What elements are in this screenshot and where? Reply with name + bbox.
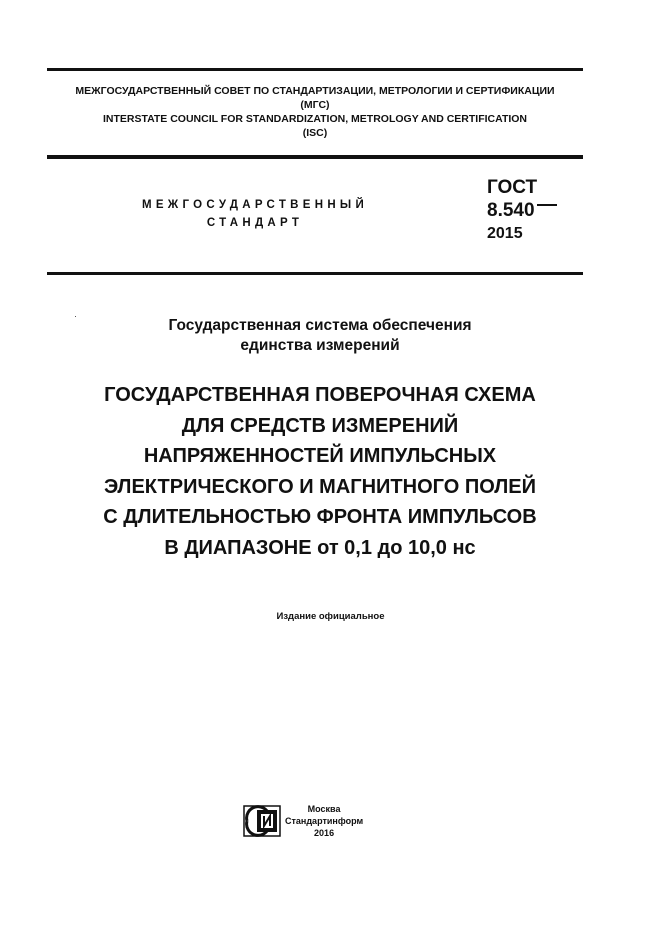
system-title-line1: Государственная система обеспечения (168, 317, 472, 334)
publisher-name: Стандартинформ (285, 816, 364, 826)
system-title (60, 316, 580, 356)
gost-label: ГОСТ (487, 177, 538, 198)
title-line-2: ДЛЯ СРЕДСТВ ИЗМЕРЕНИЙ (181, 414, 459, 437)
edition-note: Издание официальное (276, 611, 385, 622)
council-name-en: INTERSTATE COUNCIL FOR STANDARDIZATION, METROLOGY AND CERTIFICATION (102, 113, 528, 125)
title-line-1: ГОСУДАРСТВЕННАЯ ПОВЕРОЧНАЯ СХЕМА (104, 384, 536, 406)
section-rule (47, 272, 583, 275)
council-name-ru: МЕЖГОСУДАРСТВЕННЫЙ СОВЕТ ПО СТАНДАРТИЗАЦИИ, МЕТРОЛОГИИ И СЕРТИФИКАЦИИ (75, 85, 555, 97)
standartinform-logo-icon (243, 805, 281, 837)
title-line-4: ЭЛЕКТРИЧЕСКОГО И МАГНИТНОГО ПОЛЕЙ (103, 475, 537, 498)
publisher-year: 2016 (314, 828, 335, 838)
gost-number: 8.540 (487, 200, 535, 221)
title-line-3: НАПРЯЖЕННОСТЕЙ ИМПУЛЬСНЫХ (143, 445, 497, 467)
top-rule (47, 68, 583, 71)
standard-type-line2: СТАНДАРТ (206, 217, 304, 229)
council-header (47, 84, 583, 140)
council-abbr-en: (ISC) (302, 127, 328, 139)
council-abbr-ru: (МГС) (300, 99, 330, 111)
standard-type (110, 196, 400, 232)
publisher-block (243, 803, 363, 839)
title-line-6: В ДИАПАЗОНЕ от 0,1 до 10,0 нс (164, 536, 476, 559)
gost-year: 2015 (487, 225, 523, 242)
title-line-5: С ДЛИТЕЛЬНОСТЬЮ ФРОНТА ИМПУЛЬСОВ (103, 506, 537, 528)
gost-dash (537, 204, 557, 206)
publisher-text (285, 803, 363, 839)
system-title-line2: единства измерений (240, 337, 400, 354)
gost-number-line (487, 199, 557, 222)
document-title (40, 380, 600, 563)
publisher-city: Москва (307, 804, 341, 814)
gost-designation (487, 176, 557, 245)
standard-type-line1: МЕЖГОСУДАРСТВЕННЫЙ (141, 199, 369, 211)
header-rule (47, 155, 583, 159)
